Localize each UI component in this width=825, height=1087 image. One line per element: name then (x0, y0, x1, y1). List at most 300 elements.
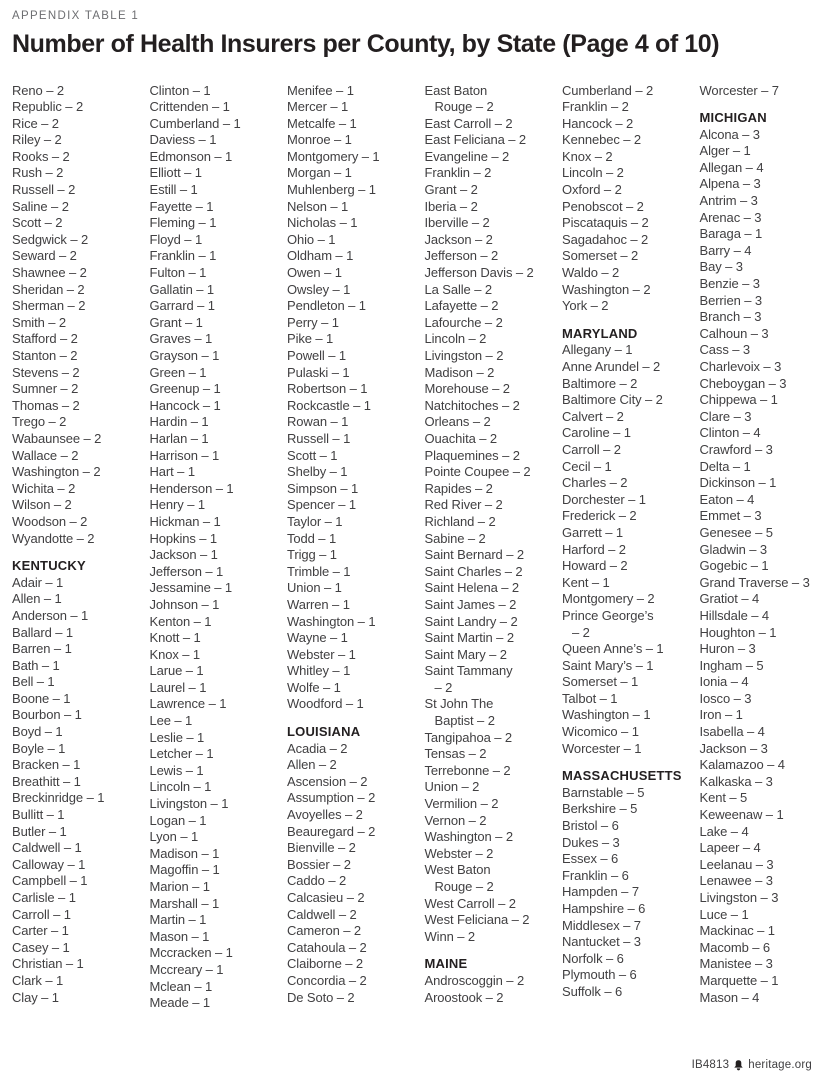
county-entry: Sherman – 2 (12, 298, 86, 314)
county-entry: Lenawee – 3 (699, 873, 773, 889)
county-entry: Russell – 2 (12, 182, 76, 198)
county-entry: Mason – 1 (149, 928, 210, 944)
county-entry: Terrebonne – 2 (424, 762, 511, 778)
county-entry: Carroll – 1 (12, 906, 71, 922)
county-entry: Livingston – 1 (149, 796, 229, 812)
county-entry: Gallatin – 1 (149, 281, 215, 297)
county-entry: West Baton Rouge – 2 (425, 862, 552, 895)
county-entry: Grand Traverse – 3 (699, 574, 810, 590)
county-entry: Anne Arundel – 2 (562, 359, 661, 374)
county-entry: Todd – 1 (287, 530, 337, 546)
county-entry: Suffolk – 6 (562, 983, 623, 999)
county-entry: Mccracken – 1 (149, 945, 233, 961)
county-entry: Lyon – 1 (149, 829, 199, 845)
site-name: heritage.org (748, 1059, 812, 1071)
county-entry: Saint James – 2 (424, 596, 517, 612)
county-entry: Marion – 1 (149, 879, 210, 894)
county-entry: Luce – 1 (699, 906, 749, 922)
county-entry: Alger – 1 (699, 143, 751, 159)
county-entry: Wabaunsee – 2 (12, 430, 102, 446)
county-entry: Gogebic – 1 (699, 558, 769, 574)
county-entry: Winn – 2 (424, 928, 476, 944)
county-entry: Iberville – 2 (424, 215, 490, 231)
county-entry: Jessamine – 1 (149, 580, 233, 596)
county-entry: Aroostook – 2 (424, 989, 504, 1005)
county-entry: Washington – 2 (424, 829, 513, 845)
county-entry: Lewis – 1 (149, 762, 204, 778)
county-entry: Somerset – 1 (562, 674, 639, 690)
county-entry: Wallace – 2 (12, 447, 79, 463)
county-entry: Bienville – 2 (287, 840, 356, 856)
county-entry: Ballard – 1 (12, 624, 74, 640)
county-entry: Allegan – 4 (699, 159, 764, 175)
county-entry: Grayson – 1 (149, 348, 220, 363)
county-entry: Baraga – 1 (699, 226, 763, 242)
county-entry: Boyle – 1 (12, 740, 66, 756)
county-entry: Macomb – 6 (699, 939, 771, 955)
county-entry: Rapides – 2 (424, 480, 493, 496)
county-entry: Logan – 1 (149, 812, 207, 828)
county-entry: Livingston – 3 (699, 890, 779, 905)
county-entry: Wichita – 2 (12, 480, 76, 496)
page-title: Number of Health Insurers per County, by State (Page 4 of 10) (12, 30, 720, 58)
county-entry: Butler – 1 (12, 823, 67, 839)
county-entry: Saint Martin – 2 (424, 630, 514, 646)
county-entry: Stevens – 2 (12, 364, 80, 380)
county-entry: Robertson – 1 (287, 381, 368, 397)
county-entry: Crawford – 3 (699, 441, 773, 457)
county-entry: Shelby – 1 (287, 464, 348, 480)
county-entry: Richland – 2 (424, 513, 496, 529)
county-entry: Union – 2 (424, 779, 480, 795)
county-entry: Stafford – 2 (12, 331, 78, 347)
state-header: MICHIGAN (699, 110, 767, 126)
county-entry: Calloway – 1 (12, 856, 86, 872)
county-entry: Isabella – 4 (699, 724, 765, 740)
county-entry: Alcona – 3 (699, 126, 760, 142)
county-entry: Howard – 2 (562, 558, 628, 574)
county-entry: Carter – 1 (12, 923, 69, 939)
county-entry: Franklin – 2 (562, 99, 629, 115)
county-entry: Jackson – 1 (149, 547, 218, 563)
county-entry: Rice – 2 (12, 115, 59, 131)
county-entry: Saint Mary’s – 1 (562, 657, 654, 673)
county-entry: Eaton – 4 (699, 491, 755, 507)
county-entry: Avoyelles – 2 (287, 807, 363, 823)
county-entry: Catahoula – 2 (287, 939, 367, 955)
table-eyebrow: APPENDIX TABLE 1 (12, 10, 140, 22)
county-entry: Allegany – 1 (562, 342, 633, 358)
county-entry: Penobscot – 2 (562, 198, 644, 214)
county-entry: Caroline – 1 (562, 425, 631, 441)
county-entry: Ouachita – 2 (424, 430, 498, 446)
county-entry: Pulaski – 1 (287, 364, 350, 380)
county-entry: Grant – 2 (424, 182, 478, 198)
county-entry: East Baton Rouge – 2 (425, 83, 552, 116)
county-entry: Alpena – 3 (699, 176, 761, 192)
county-entry: Lapeer – 4 (699, 840, 761, 856)
county-entry: Knox – 1 (149, 646, 201, 662)
county-entry: Garrett – 1 (562, 524, 624, 540)
county-entry: Pendleton – 1 (287, 298, 366, 314)
county-entry: Franklin – 1 (149, 248, 217, 264)
county-entry: Kenton – 1 (149, 613, 212, 629)
county-entry: Jackson – 3 (699, 740, 768, 756)
county-entry: Scott – 2 (12, 215, 63, 231)
county-entry: Kalamazoo – 4 (699, 757, 785, 773)
column-1 (12, 83, 139, 1007)
county-entry: Wicomico – 1 (562, 724, 639, 740)
county-entry: Montgomery – 1 (287, 148, 380, 164)
county-entry: Tangipahoa – 2 (424, 729, 513, 745)
county-entry: Muhlenberg – 1 (287, 182, 376, 198)
column-4 (425, 83, 552, 1007)
county-entry: Woodson – 2 (12, 513, 88, 529)
county-entry: Morgan – 1 (287, 165, 352, 181)
county-entry: Mercer – 1 (287, 99, 349, 115)
county-entry: Fayette – 1 (149, 198, 214, 214)
county-entry: Oldham – 1 (287, 248, 354, 264)
county-entry: Lincoln – 2 (424, 331, 487, 347)
county-entry: Keweenaw – 1 (699, 807, 784, 823)
county-entry: Marquette – 1 (699, 972, 779, 988)
county-entry: Boyd – 1 (12, 724, 63, 740)
county-entry: Saint Bernard – 2 (424, 547, 524, 563)
county-entry: Breckinridge – 1 (12, 790, 105, 806)
county-entry: Powell – 1 (287, 348, 346, 363)
county-entry: Wayne – 1 (287, 630, 348, 646)
county-entry: Saint Tammany – 2 (425, 663, 552, 696)
county-entry: Rowan – 1 (287, 414, 349, 430)
county-entry: Seward – 2 (12, 248, 77, 264)
county-entry: Harrison – 1 (149, 447, 220, 463)
county-entry: Ionia – 4 (699, 674, 749, 690)
county-entry: Cheboygan – 3 (699, 375, 787, 391)
state-header: KENTUCKY (12, 558, 86, 574)
county-entry: Vernon – 2 (424, 812, 487, 828)
county-entry: Jackson – 2 (424, 231, 493, 247)
county-entry: Gratiot – 4 (699, 591, 760, 607)
county-entry: Houghton – 1 (699, 624, 777, 640)
county-entry: Iron – 1 (699, 707, 743, 723)
county-entry: Monroe – 1 (287, 132, 352, 148)
county-entry: Manistee – 3 (699, 956, 773, 972)
county-entry: West Feliciana – 2 (424, 912, 530, 928)
county-entry: Menifee – 1 (287, 82, 354, 98)
doc-id: IB4813 (691, 1059, 730, 1071)
county-entry: Antrim – 3 (699, 193, 758, 209)
county-entry: Lee – 1 (149, 713, 193, 729)
county-entry: Webster – 1 (287, 646, 356, 662)
county-entry: Scott – 1 (287, 447, 338, 463)
county-entry: Claiborne – 2 (287, 956, 364, 972)
county-entry: Trigg – 1 (287, 547, 337, 563)
county-entry: Sabine – 2 (424, 530, 486, 546)
county-entry-wrap-line: Rouge – 2 (434, 879, 494, 894)
county-entry: Lincoln – 1 (149, 779, 212, 795)
county-entry: Berrien – 3 (699, 292, 762, 308)
county-entry: Metcalfe – 1 (287, 115, 357, 131)
county-entry: Smith – 2 (12, 314, 67, 330)
county-entry: Owsley – 1 (287, 281, 351, 297)
county-entry: Kennebec – 2 (562, 132, 642, 148)
county-entry: Warren – 1 (287, 596, 350, 612)
county-entry: Edmonson – 1 (149, 148, 233, 164)
county-entry: Talbot – 1 (562, 690, 618, 706)
county-entry: Wyandotte – 2 (12, 530, 95, 546)
county-entry: Hillsdale – 4 (699, 607, 770, 623)
county-entry: Mccreary – 1 (149, 961, 224, 977)
county-entry: Emmet – 3 (699, 508, 762, 524)
county-entry: Queen Anne’s – 1 (562, 641, 664, 657)
county-entry-wrap-line: – 2 (434, 679, 453, 695)
county-entry: Delta – 1 (699, 458, 751, 474)
county-entry: Evangeline – 2 (424, 148, 510, 164)
county-entry: Franklin – 2 (424, 165, 492, 181)
county-entry: Leelanau – 3 (699, 856, 774, 872)
county-entry: De Soto – 2 (287, 989, 355, 1005)
county-entry: Clare – 3 (699, 408, 752, 424)
county-entry: Hampshire – 6 (562, 901, 646, 916)
county-entry: Branch – 3 (699, 309, 762, 325)
county-entry: Baltimore City – 2 (562, 392, 663, 408)
county-entry: Jefferson – 2 (424, 248, 499, 264)
county-entry: Iberia – 2 (424, 198, 478, 214)
county-entry: Bossier – 2 (287, 856, 351, 872)
county-entry: Oxford – 2 (562, 182, 622, 198)
county-entry: Whitley – 1 (287, 663, 351, 679)
county-entry: Estill – 1 (149, 182, 198, 198)
county-entry: Hancock – 1 (149, 397, 221, 413)
county-entry: Rockcastle – 1 (287, 397, 371, 413)
county-entry: Hopkins – 1 (149, 530, 218, 546)
county-entry: Sheridan – 2 (12, 281, 85, 297)
county-entry: Knott – 1 (149, 630, 201, 646)
county-entry: Clinton – 1 (149, 82, 211, 98)
county-entry-wrap-line: Rouge – 2 (434, 99, 494, 115)
county-entry: Washington – 1 (287, 613, 376, 629)
county-entry: Plymouth – 6 (562, 967, 637, 983)
county-entry: Marshall – 1 (149, 895, 220, 911)
county-entry: Harlan – 1 (149, 430, 209, 446)
county-entry: Republic – 2 (12, 99, 84, 115)
county-entry: Hardin – 1 (149, 414, 209, 430)
county-entry: Hart – 1 (149, 464, 195, 480)
county-entry: Saint Charles – 2 (424, 563, 523, 579)
state-header: MAINE (424, 956, 468, 972)
county-entry: Vermilion – 2 (424, 796, 499, 812)
county-entry: Madison – 1 (149, 845, 220, 861)
county-entry: Christian – 1 (12, 956, 84, 972)
county-entry: Simpson – 1 (287, 480, 359, 496)
county-entry: Bourbon – 1 (12, 707, 82, 723)
county-entry: Bristol – 6 (562, 818, 619, 834)
county-entry: Saint Helena – 2 (424, 580, 520, 596)
county-entry: Nantucket – 3 (562, 934, 641, 950)
county-entry: Orleans – 2 (424, 414, 491, 430)
county-entry: Franklin – 6 (562, 867, 629, 883)
county-entry: Baltimore – 2 (562, 375, 638, 391)
county-entry: Cameron – 2 (287, 923, 362, 939)
county-entry: Owen – 1 (287, 265, 342, 281)
county-entry: Campbell – 1 (12, 873, 88, 889)
county-entry: Casey – 1 (12, 939, 70, 955)
county-entry: Taylor – 1 (287, 513, 343, 529)
county-entry: Green – 1 (149, 364, 207, 380)
state-header: MASSACHUSETTS (562, 768, 682, 784)
state-header: LOUISIANA (287, 724, 361, 740)
county-entry: Cecil – 1 (562, 458, 612, 474)
county-entry: West Carroll – 2 (424, 895, 516, 911)
county-entry: Nelson – 1 (287, 198, 349, 214)
county-entry: York – 2 (562, 298, 609, 314)
county-entry: Genesee – 5 (699, 524, 773, 540)
county-entry: Fleming – 1 (149, 215, 217, 231)
county-entry: Natchitoches – 2 (424, 397, 520, 413)
county-entry: Dorchester – 1 (562, 491, 646, 507)
column-6 (700, 83, 825, 1007)
county-entry: Huron – 3 (699, 641, 756, 657)
county-entry: Hampden – 7 (562, 884, 639, 900)
county-entry: Lafayette – 2 (424, 298, 499, 314)
county-entry: Hickman – 1 (149, 513, 221, 529)
county-entry: Kalkaska – 3 (699, 773, 773, 789)
county-entry: Gladwin – 3 (699, 541, 768, 557)
county-entry: Jefferson Davis – 2 (424, 265, 534, 281)
county-entry: Clay – 1 (12, 989, 59, 1005)
county-entry: Frederick – 2 (562, 508, 637, 524)
county-entry: Elliott – 1 (149, 165, 202, 181)
county-entry: Washington – 2 (12, 464, 101, 480)
county-entry: Mclean – 1 (149, 978, 213, 994)
county-entry: Middlesex – 7 (562, 917, 641, 933)
county-entry: Caldwell – 1 (12, 840, 82, 856)
county-entry: Mason – 4 (699, 989, 760, 1005)
county-entry: Bay – 3 (699, 259, 743, 275)
county-entry: Saline – 2 (12, 198, 69, 214)
county-entry: Graves – 1 (149, 331, 213, 347)
county-entry: Arenac – 3 (699, 209, 762, 225)
county-entry: Ascension – 2 (287, 773, 368, 789)
county-entry: Charlevoix – 3 (699, 359, 782, 374)
county-entry: Allen – 1 (12, 591, 62, 607)
county-entry: Dukes – 3 (562, 834, 620, 850)
county-entry: Plaquemines – 2 (424, 447, 520, 463)
county-entry: Barren – 1 (12, 641, 72, 657)
county-entry: Hancock – 2 (562, 115, 634, 131)
county-entry: Cumberland – 1 (149, 115, 241, 131)
county-entry: Sagadahoc – 2 (562, 231, 649, 247)
county-entry: Reno – 2 (12, 82, 64, 98)
county-entry: Spencer – 1 (287, 497, 357, 513)
county-entry: Carroll – 2 (562, 441, 621, 457)
column-2 (150, 83, 277, 1012)
county-entry: Perry – 1 (287, 314, 339, 330)
county-entry: Bath – 1 (12, 657, 60, 673)
county-entry: Worcester – 1 (562, 740, 642, 756)
county-entry: Crittenden – 1 (149, 99, 230, 115)
county-entry: Caldwell – 2 (287, 906, 357, 922)
county-entry: Lafourche – 2 (424, 314, 503, 330)
county-entry: Clinton – 4 (699, 425, 761, 441)
county-entry: Stanton – 2 (12, 348, 78, 363)
county-entry: Clark – 1 (12, 972, 64, 988)
county-entry: Lake – 4 (699, 823, 749, 839)
county-entry: Lawrence – 1 (149, 696, 227, 712)
county-entry: Meade – 1 (149, 995, 211, 1011)
county-entry: Union – 1 (287, 580, 342, 596)
county-entry: Mackinac – 1 (699, 923, 775, 939)
county-entry: Essex – 6 (562, 851, 619, 867)
county-entry: Red River – 2 (424, 497, 503, 513)
county-entry: Cass – 3 (699, 342, 751, 358)
county-entry: Saint Landry – 2 (424, 613, 518, 629)
county-entry: Nicholas – 1 (287, 215, 358, 231)
county-entry: Iosco – 3 (699, 690, 752, 706)
county-entry: Somerset – 2 (562, 248, 639, 264)
county-entry: Leslie – 1 (149, 729, 205, 745)
county-entry: Garrard – 1 (149, 298, 215, 314)
column-5 (562, 83, 689, 1001)
county-entry: Shawnee – 2 (12, 265, 87, 281)
county-entry: Waldo – 2 (562, 265, 620, 281)
county-entry: Ohio – 1 (287, 231, 336, 247)
county-entry: Pointe Coupee – 2 (424, 464, 531, 480)
county-entry: La Salle – 2 (424, 281, 492, 297)
county-entry: Wilson – 2 (12, 497, 72, 513)
county-entry: Charles – 2 (562, 475, 628, 491)
county-entry: Lincoln – 2 (562, 165, 624, 181)
county-entry: Livingston – 2 (424, 348, 504, 363)
county-entry: Bell – 1 (12, 674, 55, 690)
county-entry: Montgomery – 2 (562, 591, 655, 607)
county-entry: Daviess – 1 (149, 132, 217, 148)
county-entry: Beauregard – 2 (287, 823, 376, 839)
county-entry: Henderson – 1 (149, 480, 234, 496)
county-entry-wrap-line: Baptist – 2 (434, 713, 495, 729)
county-entry: Tensas – 2 (424, 746, 487, 762)
county-entry: Martin – 1 (149, 912, 207, 928)
county-entry: Johnson – 1 (149, 596, 220, 612)
county-entry: Chippewa – 1 (699, 392, 778, 408)
county-entry: Wolfe – 1 (287, 679, 341, 695)
county-entry: Rush – 2 (12, 165, 64, 181)
county-entry: Boone – 1 (12, 690, 71, 706)
county-entry: Pike – 1 (287, 331, 334, 347)
table-columns (12, 83, 815, 1012)
column-3 (287, 83, 414, 1007)
county-entry: Letcher – 1 (149, 746, 214, 762)
county-entry: Carlisle – 1 (12, 890, 76, 905)
county-entry: Dickinson – 1 (699, 475, 777, 491)
county-entry: Bracken – 1 (12, 757, 81, 773)
county-entry: Worcester – 7 (699, 82, 779, 98)
county-entry: Woodford – 1 (287, 696, 364, 712)
county-entry: Kent – 1 (562, 574, 610, 590)
county-entry: Washington – 1 (562, 707, 651, 723)
county-entry: Russell – 1 (287, 430, 351, 446)
county-entry: Anderson – 1 (12, 607, 89, 623)
county-entry: St John The Baptist – 2 (425, 696, 552, 729)
county-entry: Piscataquis – 2 (562, 215, 649, 231)
county-entry: Morehouse – 2 (424, 381, 510, 397)
county-entry: Knox – 2 (562, 148, 613, 164)
county-entry: Trego – 2 (12, 414, 67, 430)
county-entry: Androscoggin – 2 (424, 972, 525, 988)
county-entry: Prince George’s – 2 (562, 608, 689, 641)
county-entry: Barnstable – 5 (562, 784, 645, 800)
county-entry: Cumberland – 2 (562, 82, 654, 98)
